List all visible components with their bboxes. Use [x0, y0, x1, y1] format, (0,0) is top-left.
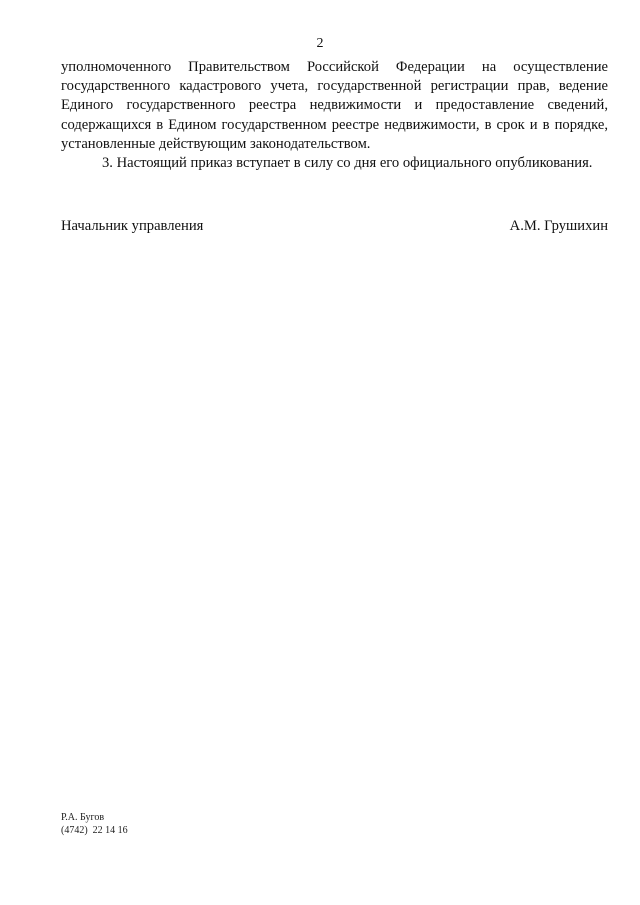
signatory-position: Начальник управления: [61, 218, 204, 234]
executor-phone: (4742) 22 14 16: [61, 825, 128, 836]
executor-name: Р.А. Бугов: [61, 812, 105, 823]
signature-block: [61, 217, 608, 236]
page-number: 2: [316, 36, 324, 51]
document-body: [61, 58, 608, 173]
paragraph-continuation: уполномоченного Правительством Российской Федерации на осуществление государственного кадастрового учета, государственной регистрации прав, ведение Единого государственного реестра недвижимости и предоставление сведений, содержащихся в Едином государственном реестре недвижимости, в срок и в порядке, установленные действующим законодательством.: [61, 59, 608, 152]
paragraph-3: 3. Настоящий приказ вступает в силу со дня его официального опубликования.: [102, 155, 593, 172]
executor-footer: [61, 811, 128, 837]
signatory-name: А.М. Грушихин: [509, 218, 608, 234]
